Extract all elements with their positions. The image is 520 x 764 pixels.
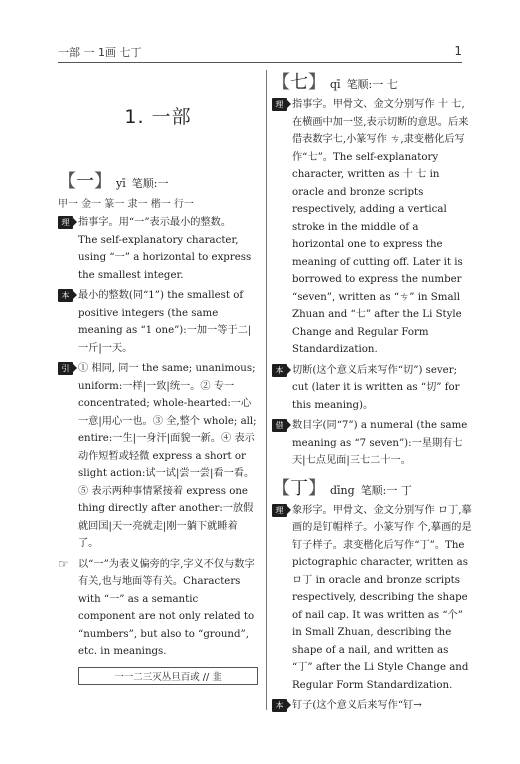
column-divider [266,70,267,710]
bracket-close: 】 [308,72,326,93]
definition-text: 象形字。甲骨文、金文分别写作 ロ丁,摹画的是钉帽样子。小篆写作 个,摹画的是钉子样子。隶变楷化后写作“丁”。The pictographic character, written as ロ丁 in oracle and bronze scripts respectively, describing the shape of nail cap. It was written as “个” in Small Zhuan, describing the shape of a nail, and written as “丁” after the Li Style Change and Regular Form Standardization. [292,504,472,691]
definition-block [58,287,258,357]
entry-yi [58,167,258,685]
headword: 丁 [290,477,308,499]
page-number: 1 [454,44,462,58]
page-header [58,40,462,60]
definition-block [272,502,472,695]
tag-yin-icon: 引 [58,362,73,375]
stroke-order: 笔顺:一 [131,177,169,190]
left-column [58,68,258,685]
tag-li-icon: 理 [272,98,287,111]
tag-ben-icon: 本 [272,699,287,712]
tag-ben-icon: 本 [272,364,287,377]
entry-qi [272,68,472,470]
definition-text: 指事字。甲骨文、金文分别写作 十 七,在横画中加一竖,表示切断的意思。后来借表数字七,小篆写作 ㄘ,隶变楷化后写作“七”。The self-explanatory character, written as 十 七 in oracle and bronze scripts respectively, adding a vertical stroke in the middle of a horizontal one to express the meaning of cutting off. Later it is borrowed to express the number “seven”, written as “ㄘ” in Small Zhuan and “七” after the Li Style Change and Regular Form Standardization. [292,99,469,355]
stroke-order: 笔顺:一 丁 [360,483,412,497]
definition-text: 切断(这个意义后来写作“切”) sever; cut (later it is written as “切” for this meaning)。 [292,364,460,411]
note-block [58,556,258,661]
note-text: 以“一”为表义偏旁的字,字义不仅与数字有关,也与地面等有关。Characters with “一” as a semantic component are not only related to “numbers”, but also to “ground”, etc. in meanings. [78,558,255,657]
definition-block [272,362,472,415]
bracket-close: 】 [94,171,112,192]
pinyin: dīng [330,483,355,497]
related-characters-box: 一一二三灭丛旦百或 // 韭 [78,667,258,685]
entry-heading [272,474,472,500]
header-rule [58,62,462,63]
entry-heading [58,167,258,193]
script-evolution: 甲一 金一 篆一 隶一 楷一 行一 [58,199,194,210]
tag-jie-icon: 借 [272,419,287,432]
definition-text: 指事字。用“一”表示最小的整数。 [78,217,232,228]
definition-block [58,360,258,553]
pinyin: yī [116,177,126,190]
definition-block [272,417,472,470]
headword: 七 [290,72,308,93]
headword: 一 [76,171,94,192]
definition-text: 钉子(这个意义后来写作“钉→ [292,700,422,711]
entry-heading [272,68,472,94]
tag-li-icon: 理 [58,216,73,229]
definition-block [272,96,472,359]
definition-block [272,697,472,715]
definition-text: 数目字(同“7”) a numeral (the same meaning as “7 seven”):一星期有七天|七点见面|三七二十一。 [292,420,468,466]
definition-text: 最小的整数(同“1”) the smallest of positive integers (the same meaning as “1 one”):一加一等于二|一斤|一天。 [78,290,252,354]
bracket-open: 【 [58,171,76,192]
header-left-text: 一部 一 1画 七丁 [58,46,142,59]
right-column [272,68,472,718]
definition-text: ① 相同, 同一 the same; unanimous; uniform:一样|一致|统一。② 专一 concentrated; whole-hearted:一心一意|用心一也。③ 全,整个 whole; all; entire:一生|一身汗|面貌一新。④ 表示动作短暂或轻微 express a short or slight action:试一试|尝一尝|看一看。⑤ 表示两种事情紧接着 express one thing directly after another:一放假就回国|天一亮就走|刚一躺下就睡着了。 [78,363,257,549]
bracket-open: 【 [272,72,290,93]
tag-li-icon: 理 [272,504,287,517]
entry-ding [272,474,472,715]
section-title: 1. 一部 [124,106,192,128]
definition-block [58,214,258,284]
pinyin: qī [330,78,341,91]
tag-ben-icon: 本 [58,289,73,302]
definition-text-en: The self-explanatory character, using “一” a horizontal to express the smallest integer. [78,234,252,281]
bracket-open: 【 [272,477,290,499]
stroke-order: 笔顺:一 七 [346,78,398,91]
bracket-close: 】 [308,477,326,499]
pointing-hand-icon: ☞ [58,556,69,571]
